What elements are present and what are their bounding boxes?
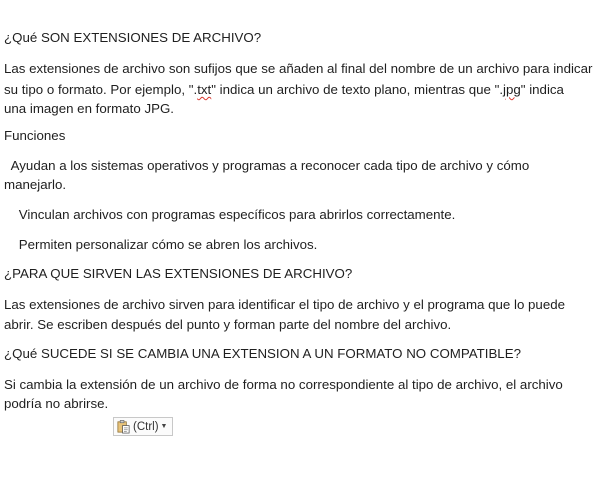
para1-line3: una imagen en formato JPG. xyxy=(4,101,174,116)
clipboard-icon xyxy=(116,419,131,434)
para2-line1: Las extensiones de archivo sirven para identificar el tipo de archivo y el programa que lo puede xyxy=(4,297,566,312)
para2-line2: abrir. Se escriben después del punto y forman parte del nombre del archivo. xyxy=(4,317,452,332)
para1-line2-b: " indica un archivo de texto plano, mientras que ". xyxy=(211,82,504,97)
heading-que-son: ¿Qué SON EXTENSIONES DE ARCHIVO? xyxy=(4,30,262,45)
para1-line2 xyxy=(4,79,564,100)
para3-line1: Si cambia la extensión de un archivo de forma no correspondiente al tipo de archivo, el archivo xyxy=(4,377,563,392)
para1-line2-c: " indica xyxy=(520,82,564,97)
funcion-item-3: Permiten personalizar cómo se abren los archivos. xyxy=(4,237,318,252)
para1-line1: Las extensiones de archivo son sufijos que se añaden al final del nombre de un archivo para indicar xyxy=(4,61,593,76)
para3-line2: podría no abrirse. xyxy=(4,396,109,411)
heading-que-sucede: ¿Qué SUCEDE SI SE CAMBIA UNA EXTENSION A UN FORMATO NO COMPATIBLE? xyxy=(4,346,521,361)
funciones-label: Funciones xyxy=(4,128,66,143)
chevron-down-icon: ▼ xyxy=(160,423,168,430)
spellcheck-word-txt[interactable]: txt xyxy=(197,82,212,97)
heading-para-que-sirven: ¿PARA QUE SIRVEN LAS EXTENSIONES DE ARCHIVO? xyxy=(4,266,353,281)
paste-options-label: (Ctrl) xyxy=(133,420,159,433)
funcion-item-1-line1: Ayudan a los sistemas operativos y programas a reconocer cada tipo de archivo y cómo xyxy=(4,158,530,173)
spellcheck-word-jpg[interactable]: jpg xyxy=(503,82,521,97)
funcion-item-2: Vinculan archivos con programas específicos para abrirlos correctamente. xyxy=(4,207,456,222)
para1-line2-a: su tipo o formato. Por ejemplo, ". xyxy=(4,82,198,97)
paste-options-button[interactable] xyxy=(113,417,173,436)
funcion-item-1-line2: manejarlo. xyxy=(4,177,67,192)
